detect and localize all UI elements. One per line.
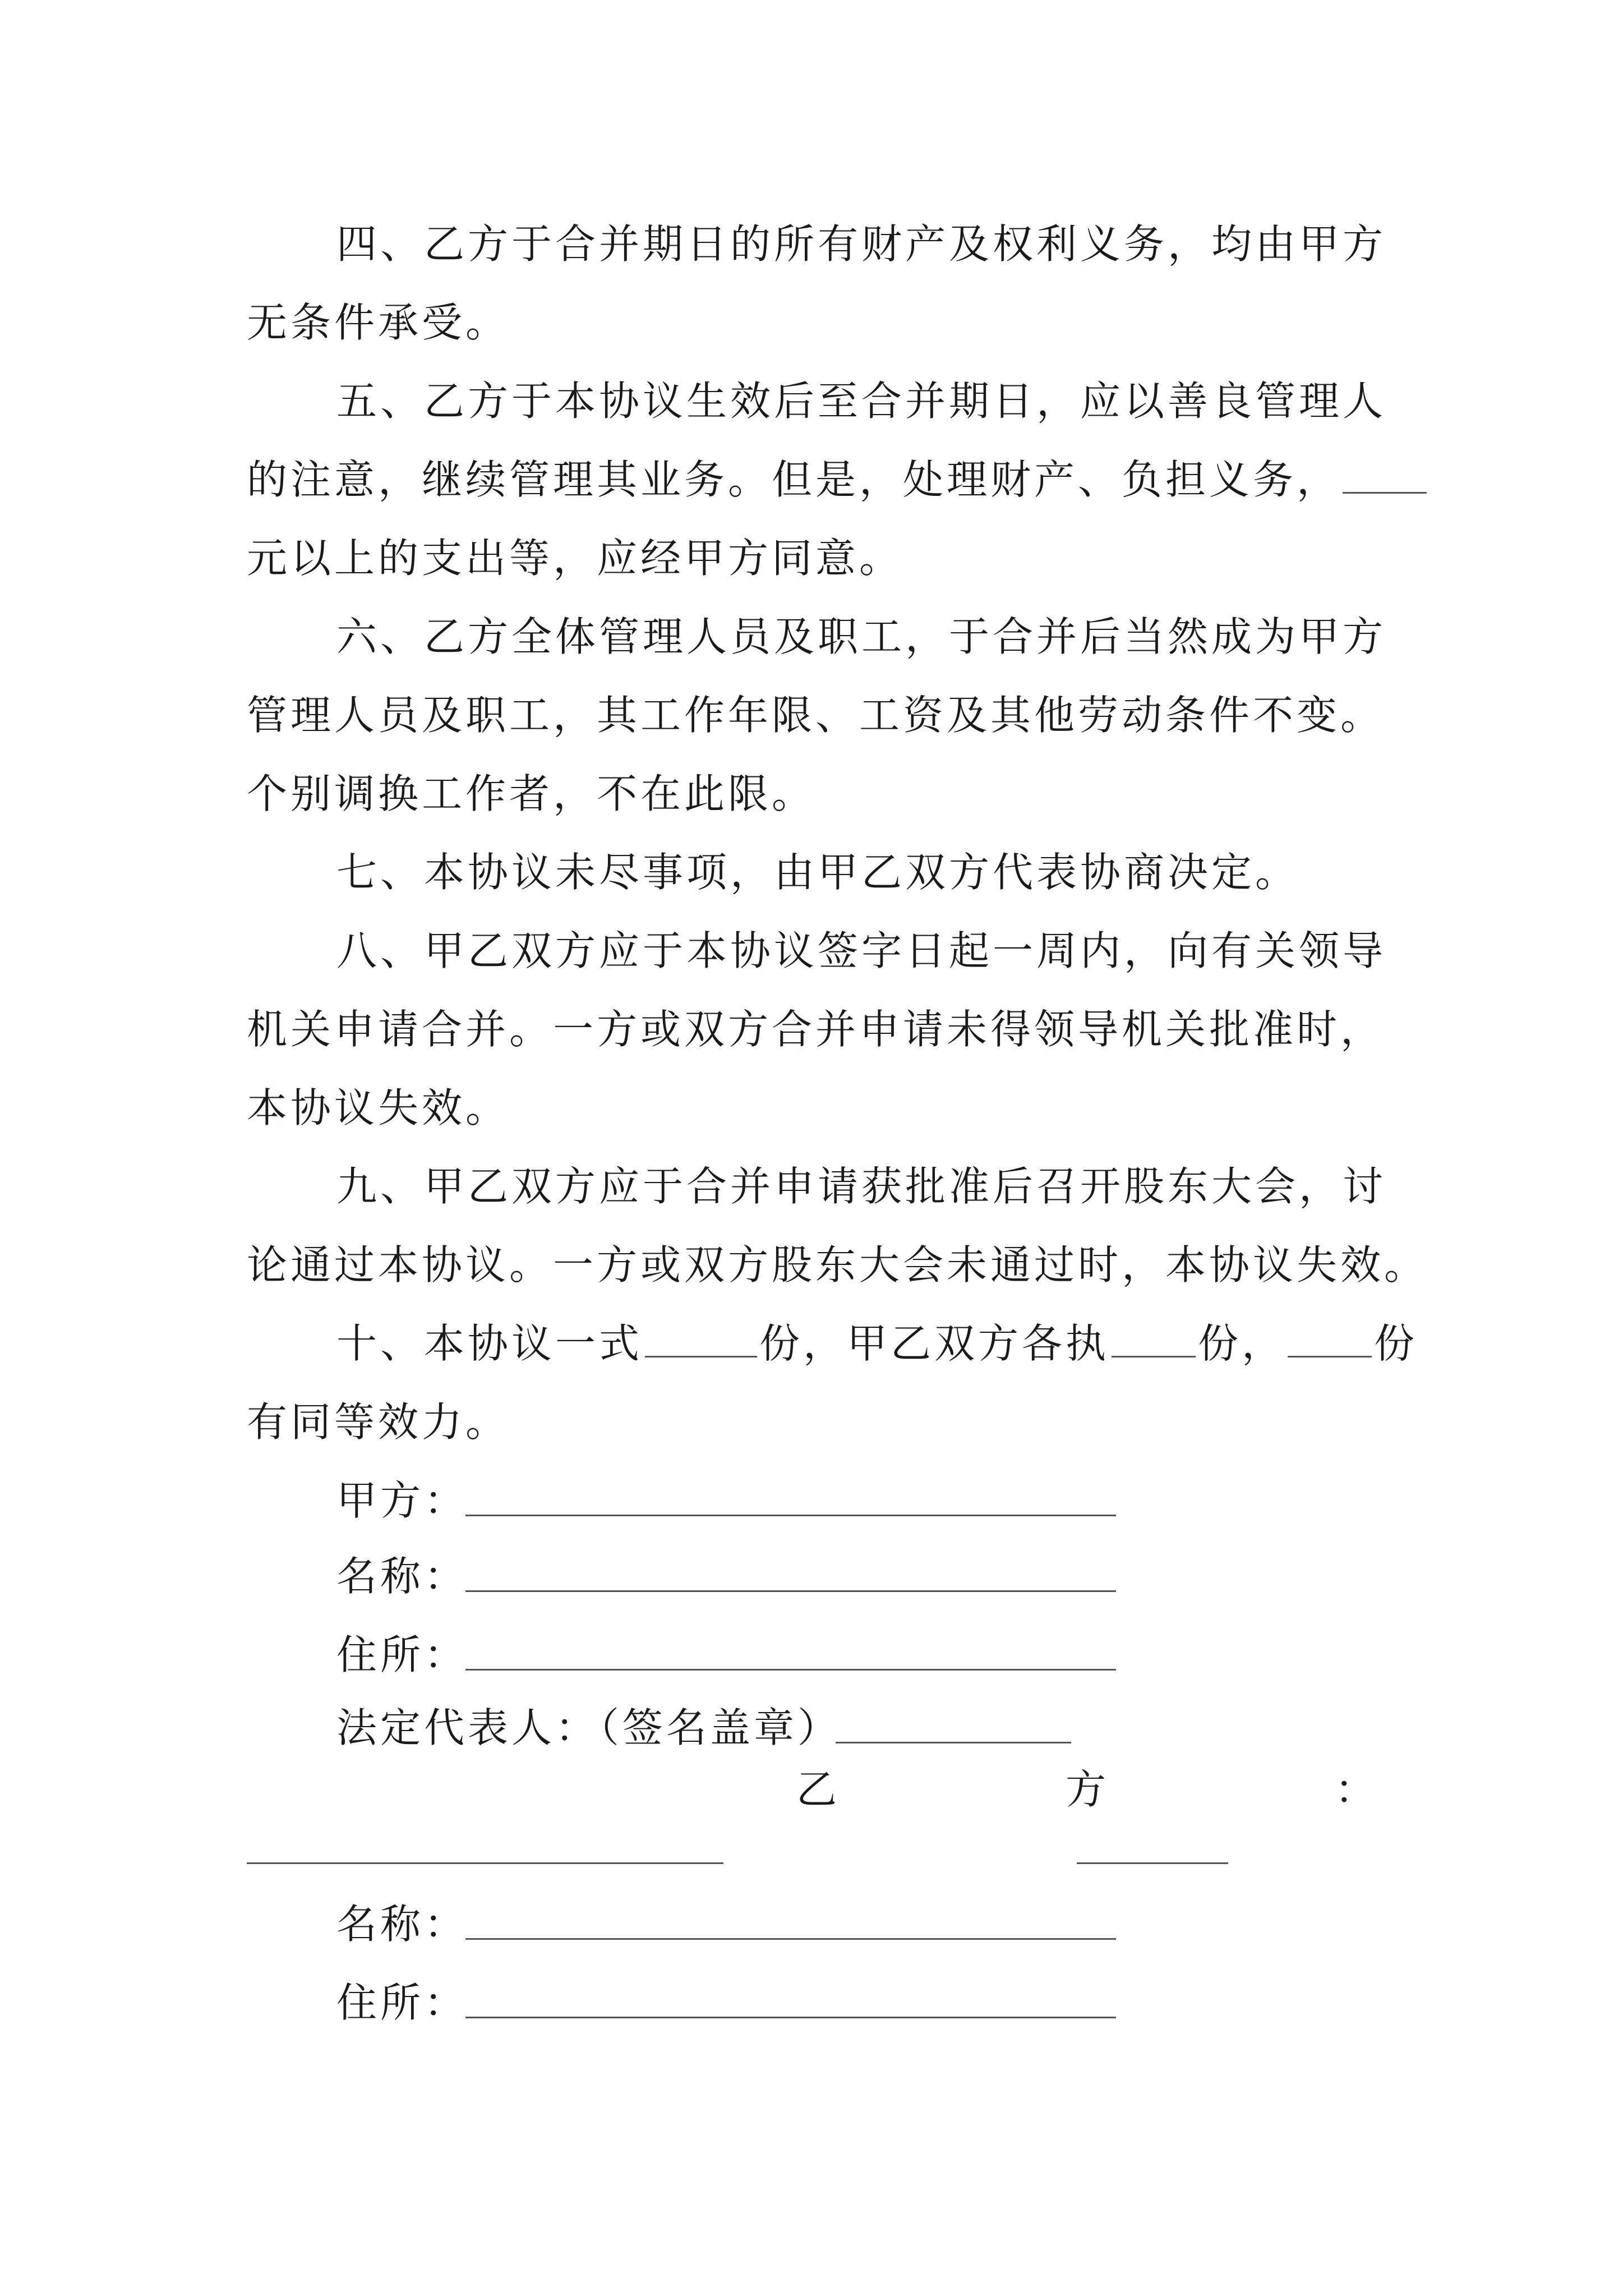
party-a-label: 甲方： [336, 1477, 468, 1524]
clause-10-line-1 [336, 1315, 1481, 1372]
clause-6-line-1: 六、乙方全体管理人员及职工，于合并后当然成为甲方 [336, 613, 1387, 660]
party-a-rep-field[interactable] [836, 1742, 1071, 1743]
party-b-address-field[interactable] [465, 2017, 1116, 2018]
amount-blank[interactable] [1343, 458, 1427, 494]
clause-10-text-b: 份，甲乙双方各执 [759, 1320, 1110, 1367]
clause-5-line-1: 五、乙方于本协议生效后至合并期日，应以善良管理人 [336, 378, 1387, 425]
party-b-label-colon: ： [1335, 1766, 1376, 1813]
clause-10-line-2: 有同等效力。 [247, 1398, 510, 1446]
clause-7-line-1: 七、本协议未尽事项，由甲乙双方代表协商决定。 [336, 849, 1299, 896]
party-b-field[interactable] [247, 1862, 723, 1864]
party-a-rep-label: 法定代表人：（签名盖章） [336, 1704, 842, 1751]
party-b-name-field[interactable] [465, 1938, 1116, 1940]
party-b-label-char-2: 方 [1066, 1766, 1106, 1813]
copies-each-blank[interactable] [1112, 1322, 1196, 1358]
party-b-field-extra[interactable] [1077, 1862, 1228, 1864]
party-a-name-field[interactable] [465, 1590, 1116, 1592]
clause-10-text-c: 份， [1198, 1320, 1286, 1367]
clause-5-line-3: 元以上的支出等，应经甲方同意。 [247, 535, 903, 582]
copies-total-blank[interactable] [645, 1322, 757, 1358]
party-a-name-label: 名称： [336, 1553, 468, 1600]
clause-9-line-2: 论通过本协议。一方或双方股东大会未通过时，本协议失效。 [247, 1241, 1428, 1289]
party-a-field[interactable] [465, 1515, 1116, 1516]
clause-6-line-2: 管理人员及职工，其工作年限、工资及其他劳动条件不变。 [247, 692, 1385, 739]
clause-10-text-d: 份 [1374, 1320, 1418, 1367]
clause-10-text-a: 十、本协议一式 [336, 1320, 643, 1367]
clause-4-line-1: 四、乙方于合并期日的所有财产及权利义务，均由甲方 [336, 220, 1387, 268]
party-b-label-char-1: 乙 [796, 1766, 837, 1813]
copies-other-blank[interactable] [1288, 1322, 1372, 1358]
party-a-address-label: 住所： [336, 1631, 468, 1678]
clause-8-line-2: 机关申请合并。一方或双方合并申请未得领导机关批准时， [247, 1006, 1385, 1053]
clause-5-line-2-text: 的注意，继续管理其业务。但是，处理财产、负担义务， [247, 456, 1341, 503]
clause-8-line-3: 本协议失效。 [247, 1084, 510, 1131]
party-b-address-label: 住所： [336, 1979, 468, 2026]
clause-6-line-3: 个别调换工作者，不在此限。 [247, 770, 816, 817]
clause-5-line-2 [247, 452, 1391, 508]
clause-9-line-1: 九、甲乙双方应于合并申请获批准后召开股东大会，讨 [336, 1163, 1387, 1210]
clause-8-line-1: 八、甲乙双方应于本协议签字日起一周内，向有关领导 [336, 927, 1387, 974]
party-a-address-field[interactable] [465, 1669, 1116, 1671]
party-b-name-label: 名称： [336, 1901, 468, 1948]
clause-4-line-2: 无条件承受。 [247, 299, 510, 346]
